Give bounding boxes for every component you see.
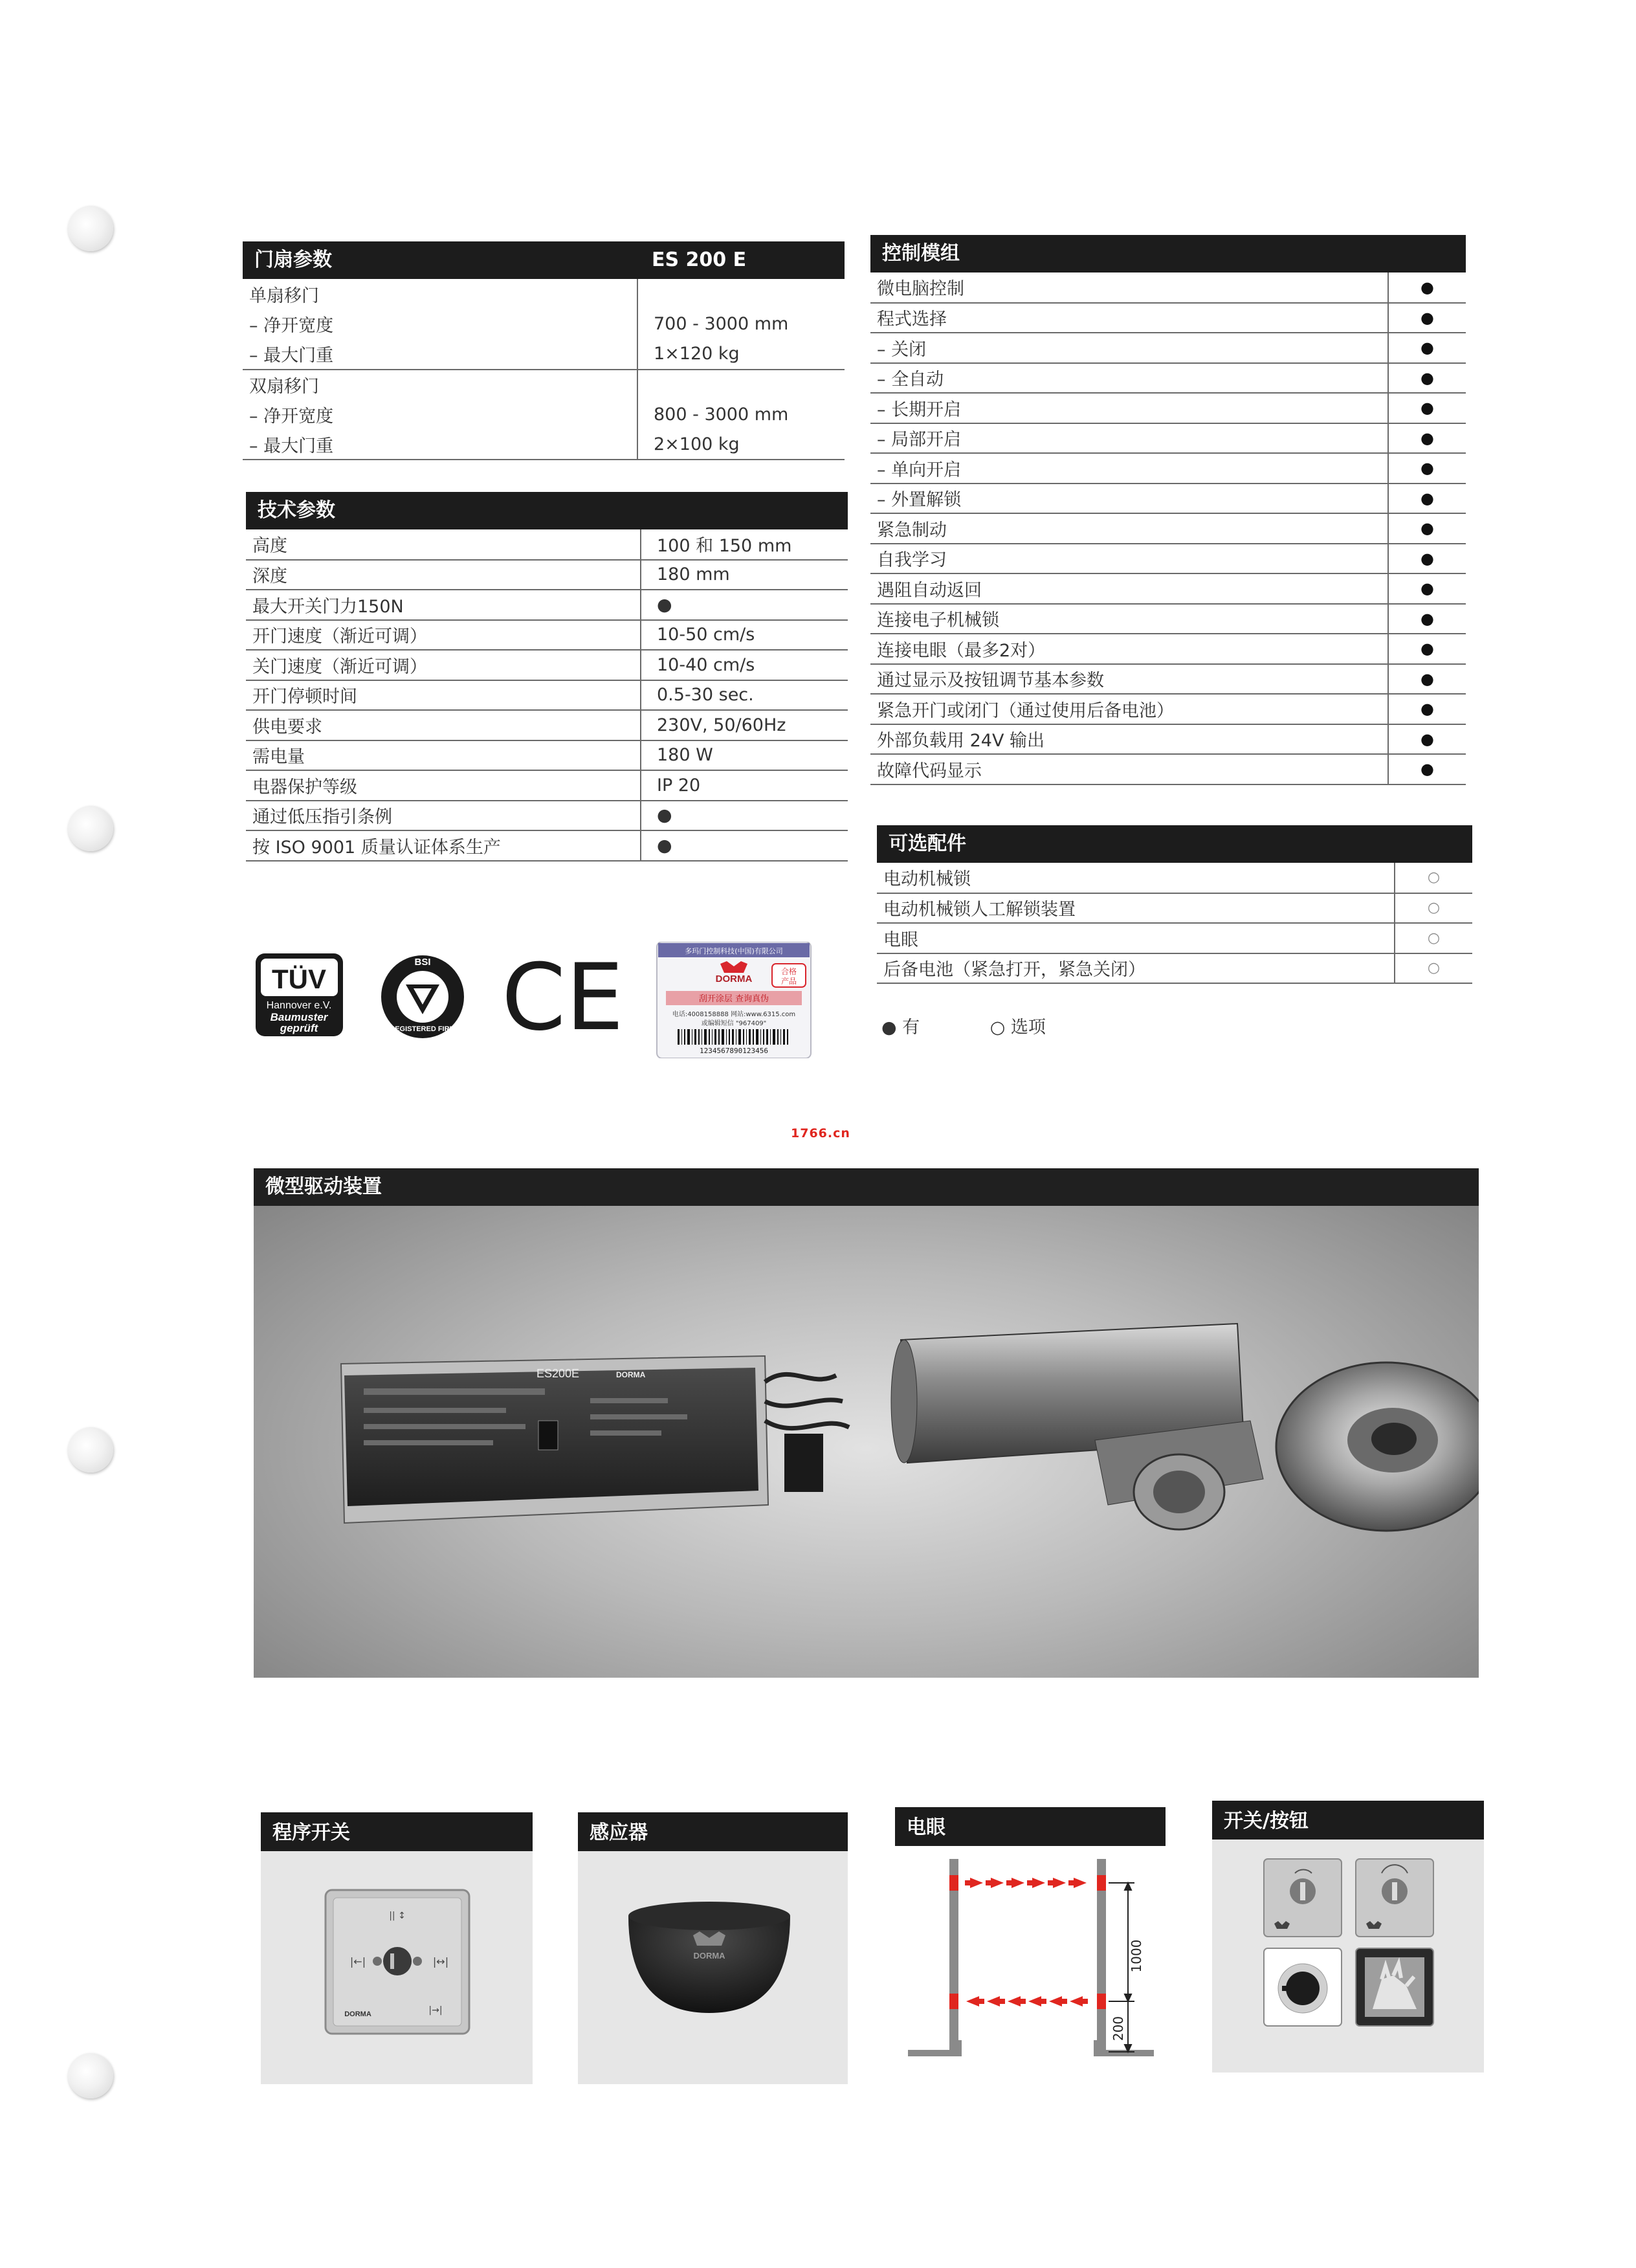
program-switch-header (261, 1812, 533, 1851)
row-value: 800 - 3000 mm (637, 399, 845, 430)
row-label: – 关闭 (870, 333, 1388, 363)
row-label: – 局部开启 (870, 423, 1388, 454)
row-label: 供电要求 (246, 710, 641, 740)
table-row (243, 279, 845, 309)
bsi-logo (381, 955, 464, 1038)
row-value: 10-50 cm/s (641, 620, 848, 650)
table-row (246, 680, 848, 711)
row-label: 外部负载用 24V 输出 (870, 724, 1388, 755)
table-row (246, 770, 848, 801)
row-value: ● (1388, 664, 1466, 695)
drive-unit-title: 微型驱动装置 (265, 1175, 382, 1198)
table-row (246, 710, 848, 740)
row-label: 深度 (246, 560, 641, 590)
row-value: ● (1388, 513, 1466, 544)
dimension-200: 200 (1111, 2016, 1126, 2041)
toroidal-transformer (1276, 1362, 1479, 1531)
row-label: 按 ISO 9001 质量认证体系生产 (246, 830, 641, 861)
row-label: – 外置解锁 (870, 484, 1388, 514)
legend-option: ○ 选项 (989, 1017, 1046, 1038)
row-label: – 单向开启 (870, 453, 1388, 484)
binder-hole-1 (68, 206, 113, 251)
options-table (877, 863, 1472, 984)
switch-button-panel (1212, 1801, 1484, 2073)
sticker-brand-text: DORMA (715, 973, 753, 984)
binder-hole-3 (68, 1427, 113, 1473)
program-switch-illustration (261, 1851, 533, 2084)
photo-eye-header (895, 1807, 1166, 1846)
control-module-panel (870, 235, 1466, 785)
table-row (870, 754, 1466, 784)
sticker-info1-text: 电话:4008158888 网站:www.6315.com (672, 1011, 796, 1018)
control-module-table (870, 272, 1466, 785)
sensor-illustration (578, 1851, 848, 2084)
svg-text:|→|: |→| (428, 2005, 443, 2016)
table-row (246, 590, 848, 620)
legend-have: ● 有 (881, 1017, 920, 1038)
wires (765, 1374, 849, 1428)
table-row (870, 694, 1466, 724)
row-label: 电器保护等级 (246, 770, 641, 801)
photo-eye-panel (895, 1807, 1166, 2079)
table-row (870, 453, 1466, 484)
row-label: 开门停顿时间 (246, 680, 641, 711)
watermark: 1766.cn (791, 1126, 850, 1140)
row-value: 100 和 150 mm (641, 529, 848, 560)
row-label: – 最大门重 (243, 430, 637, 460)
row-value: 180 W (641, 740, 848, 771)
row-value: 180 mm (641, 560, 848, 590)
sticker-badge1-text: 合格 (780, 967, 797, 976)
row-value: ● (1388, 393, 1466, 423)
sticker-top-text: 多玛门控制科技(中国)有限公司 (685, 947, 783, 955)
table-row (870, 423, 1466, 454)
svg-text:|←|: |←| (349, 1955, 366, 1968)
table-row (877, 923, 1472, 953)
row-label: 连接电子机械锁 (870, 604, 1388, 634)
row-value: ● (1388, 604, 1466, 634)
row-value: ● (1388, 363, 1466, 394)
door-params-model: ES 200 E (652, 249, 747, 271)
gearbox (1095, 1421, 1263, 1529)
table-row (870, 724, 1466, 755)
row-value: 700 - 3000 mm (637, 309, 845, 340)
row-label: 连接电眼（最多2对） (870, 634, 1388, 664)
row-label: – 净开宽度 (249, 406, 334, 427)
table-row (246, 560, 848, 590)
row-value: ● (1388, 272, 1466, 303)
row-value: ● (641, 590, 848, 620)
row-value: ● (1388, 333, 1466, 363)
tech-params-header (246, 492, 848, 529)
row-value: 0.5-30 sec. (641, 680, 848, 711)
row-label: 紧急制动 (870, 513, 1388, 544)
row-value: ○ (1395, 863, 1472, 893)
row-value: 10-40 cm/s (641, 650, 848, 680)
row-label: 电动机械锁人工解锁装置 (877, 893, 1395, 924)
table-row (243, 309, 845, 340)
sensor-header (578, 1812, 848, 1851)
binder-hole-2 (68, 806, 113, 851)
stop-button (1264, 1948, 1342, 2026)
row-value: ○ (1395, 953, 1472, 984)
row-value: ● (1388, 694, 1466, 724)
sticker-info2-text: 或编辑短信 "967409" (701, 1020, 767, 1027)
row-label: 自我学习 (870, 544, 1388, 574)
ce-text: CE (502, 944, 624, 1051)
table-row (877, 893, 1472, 924)
table-row (246, 529, 848, 560)
table-row (870, 544, 1466, 574)
table-row (246, 801, 848, 831)
row-value: IP 20 (641, 770, 848, 801)
row-value: ○ (1395, 893, 1472, 924)
row-label: – 最大门重 (243, 339, 637, 370)
table-row (246, 830, 848, 861)
control-module-title: 控制模组 (882, 242, 960, 265)
dimension-1000: 1000 (1129, 1939, 1144, 1973)
row-value: ● (1388, 423, 1466, 454)
drive-unit-illustration (254, 1168, 1479, 1678)
legend (881, 1013, 1111, 1038)
options-title: 可选配件 (889, 832, 966, 855)
table-row (870, 573, 1466, 604)
table-row (246, 620, 848, 650)
table-row (246, 740, 848, 771)
row-value: ● (1388, 724, 1466, 755)
sensor-brand: DORMA (693, 1951, 725, 1961)
row-label: 通过显示及按钮调节基本参数 (870, 664, 1388, 695)
row-label: 通过低压指引条例 (246, 801, 641, 831)
row-label: – 净开宽度 (249, 316, 334, 337)
row-label: 电动机械锁 (877, 863, 1395, 893)
row-label: 双扇移门 (249, 376, 319, 397)
row-label: 需电量 (246, 740, 641, 771)
sensor-title: 感应器 (590, 1821, 648, 1844)
control-box (341, 1356, 768, 1523)
key-switch-1 (1264, 1859, 1342, 1937)
row-label: 后备电池（紧急打开，紧急关闭） (877, 953, 1395, 984)
row-value: ● (641, 830, 848, 861)
binder-hole-4 (68, 2053, 113, 2098)
row-value: 230V, 50/60Hz (641, 710, 848, 740)
table-row (243, 430, 845, 460)
table-row (870, 634, 1466, 664)
row-value: ● (1388, 754, 1466, 784)
row-value: ○ (1395, 923, 1472, 953)
row-value: ● (1388, 303, 1466, 333)
row-value: 2×100 kg (637, 430, 845, 460)
door-params-panel (243, 241, 845, 460)
sensor-panel (578, 1812, 848, 2084)
anti-counterfeit-sticker (657, 942, 811, 1058)
row-label: – 长期开启 (870, 393, 1388, 423)
row-value: ● (1388, 453, 1466, 484)
table-row (870, 363, 1466, 394)
table-row (246, 650, 848, 680)
control-module-header (870, 235, 1466, 272)
program-switch-brand: DORMA (344, 2010, 371, 2018)
bsi-text: BSI (414, 957, 431, 968)
row-value: 1×120 kg (637, 339, 845, 370)
sticker-badge2-text: 产品 (780, 977, 797, 986)
svg-text:|↔|: |↔| (432, 1955, 449, 1968)
tech-params-table (246, 529, 848, 862)
row-value: ● (1388, 573, 1466, 604)
tuv-sub-text: Hannover e.V. (266, 1000, 332, 1011)
row-label: 遇阻自动返回 (870, 573, 1388, 604)
tuv-b2-text: geprüft (280, 1022, 318, 1034)
tuv-main-text: TÜV (272, 964, 326, 994)
row-value: ● (1388, 544, 1466, 574)
tech-params-panel (246, 492, 848, 862)
row-label: 程式选择 (870, 303, 1388, 333)
table-row (243, 370, 845, 400)
table-row (243, 399, 845, 430)
row-label: 开门速度（渐近可调） (246, 620, 641, 650)
door-params-header (243, 241, 845, 279)
row-value: ● (1388, 484, 1466, 514)
tech-params-title: 技术参数 (258, 499, 335, 522)
row-label: – 全自动 (870, 363, 1388, 394)
tuv-b1-text: Baumuster (270, 1011, 328, 1023)
sticker-red-text: 刮开涂层 查询真伪 (698, 994, 769, 1004)
drive-unit-photo (254, 1168, 1479, 1678)
table-row (870, 303, 1466, 333)
row-label: 微电脑控制 (870, 272, 1388, 303)
row-label: 最大开关门力150N (246, 590, 641, 620)
ce-mark (502, 944, 624, 1051)
connector-block (784, 1434, 823, 1492)
door-params-table (243, 279, 845, 460)
table-row (243, 339, 845, 370)
table-row (870, 333, 1466, 363)
table-row (870, 393, 1466, 423)
svg-text:|| ↕: || ↕ (389, 1911, 406, 1921)
key-switch-2 (1356, 1859, 1433, 1937)
table-row (870, 664, 1466, 695)
program-switch-panel (261, 1812, 533, 2084)
program-switch-title: 程序开关 (272, 1821, 350, 1844)
row-label: 高度 (246, 529, 641, 560)
row-value: ● (641, 801, 848, 831)
row-label: 关门速度（渐近可调） (246, 650, 641, 680)
row-label: 紧急开门或闭门（通过使用后备电池） (870, 694, 1388, 724)
bsi-ring-text: REGISTERED FIRM (390, 1025, 456, 1033)
table-row (870, 604, 1466, 634)
options-header (877, 825, 1472, 863)
logos-svg (256, 942, 819, 1058)
switch-button-header (1212, 1801, 1484, 1840)
row-value: ● (1388, 634, 1466, 664)
control-box-label: ES200E (536, 1367, 580, 1380)
row-label: 电眼 (877, 923, 1395, 953)
switch-button-illustration (1212, 1840, 1484, 2073)
door-params-title: 门扇参数 (254, 249, 332, 271)
table-row (877, 953, 1472, 984)
photo-eye-diagram (895, 1846, 1166, 2079)
tuv-logo (256, 953, 343, 1036)
control-box-brand: DORMA (616, 1370, 646, 1379)
table-row (870, 513, 1466, 544)
options-panel (877, 825, 1472, 984)
row-label: 故障代码显示 (870, 754, 1388, 784)
row-label: 单扇移门 (249, 285, 319, 306)
switch-button-title: 开关/按钮 (1224, 1810, 1309, 1832)
photo-eye-title: 电眼 (907, 1816, 945, 1839)
certification-logos (256, 942, 819, 1058)
table-row (877, 863, 1472, 893)
touch-plate (1356, 1948, 1433, 2026)
sticker-barcode-number: 1234567890123456 (700, 1047, 768, 1055)
table-row (870, 272, 1466, 303)
table-row (870, 484, 1466, 514)
